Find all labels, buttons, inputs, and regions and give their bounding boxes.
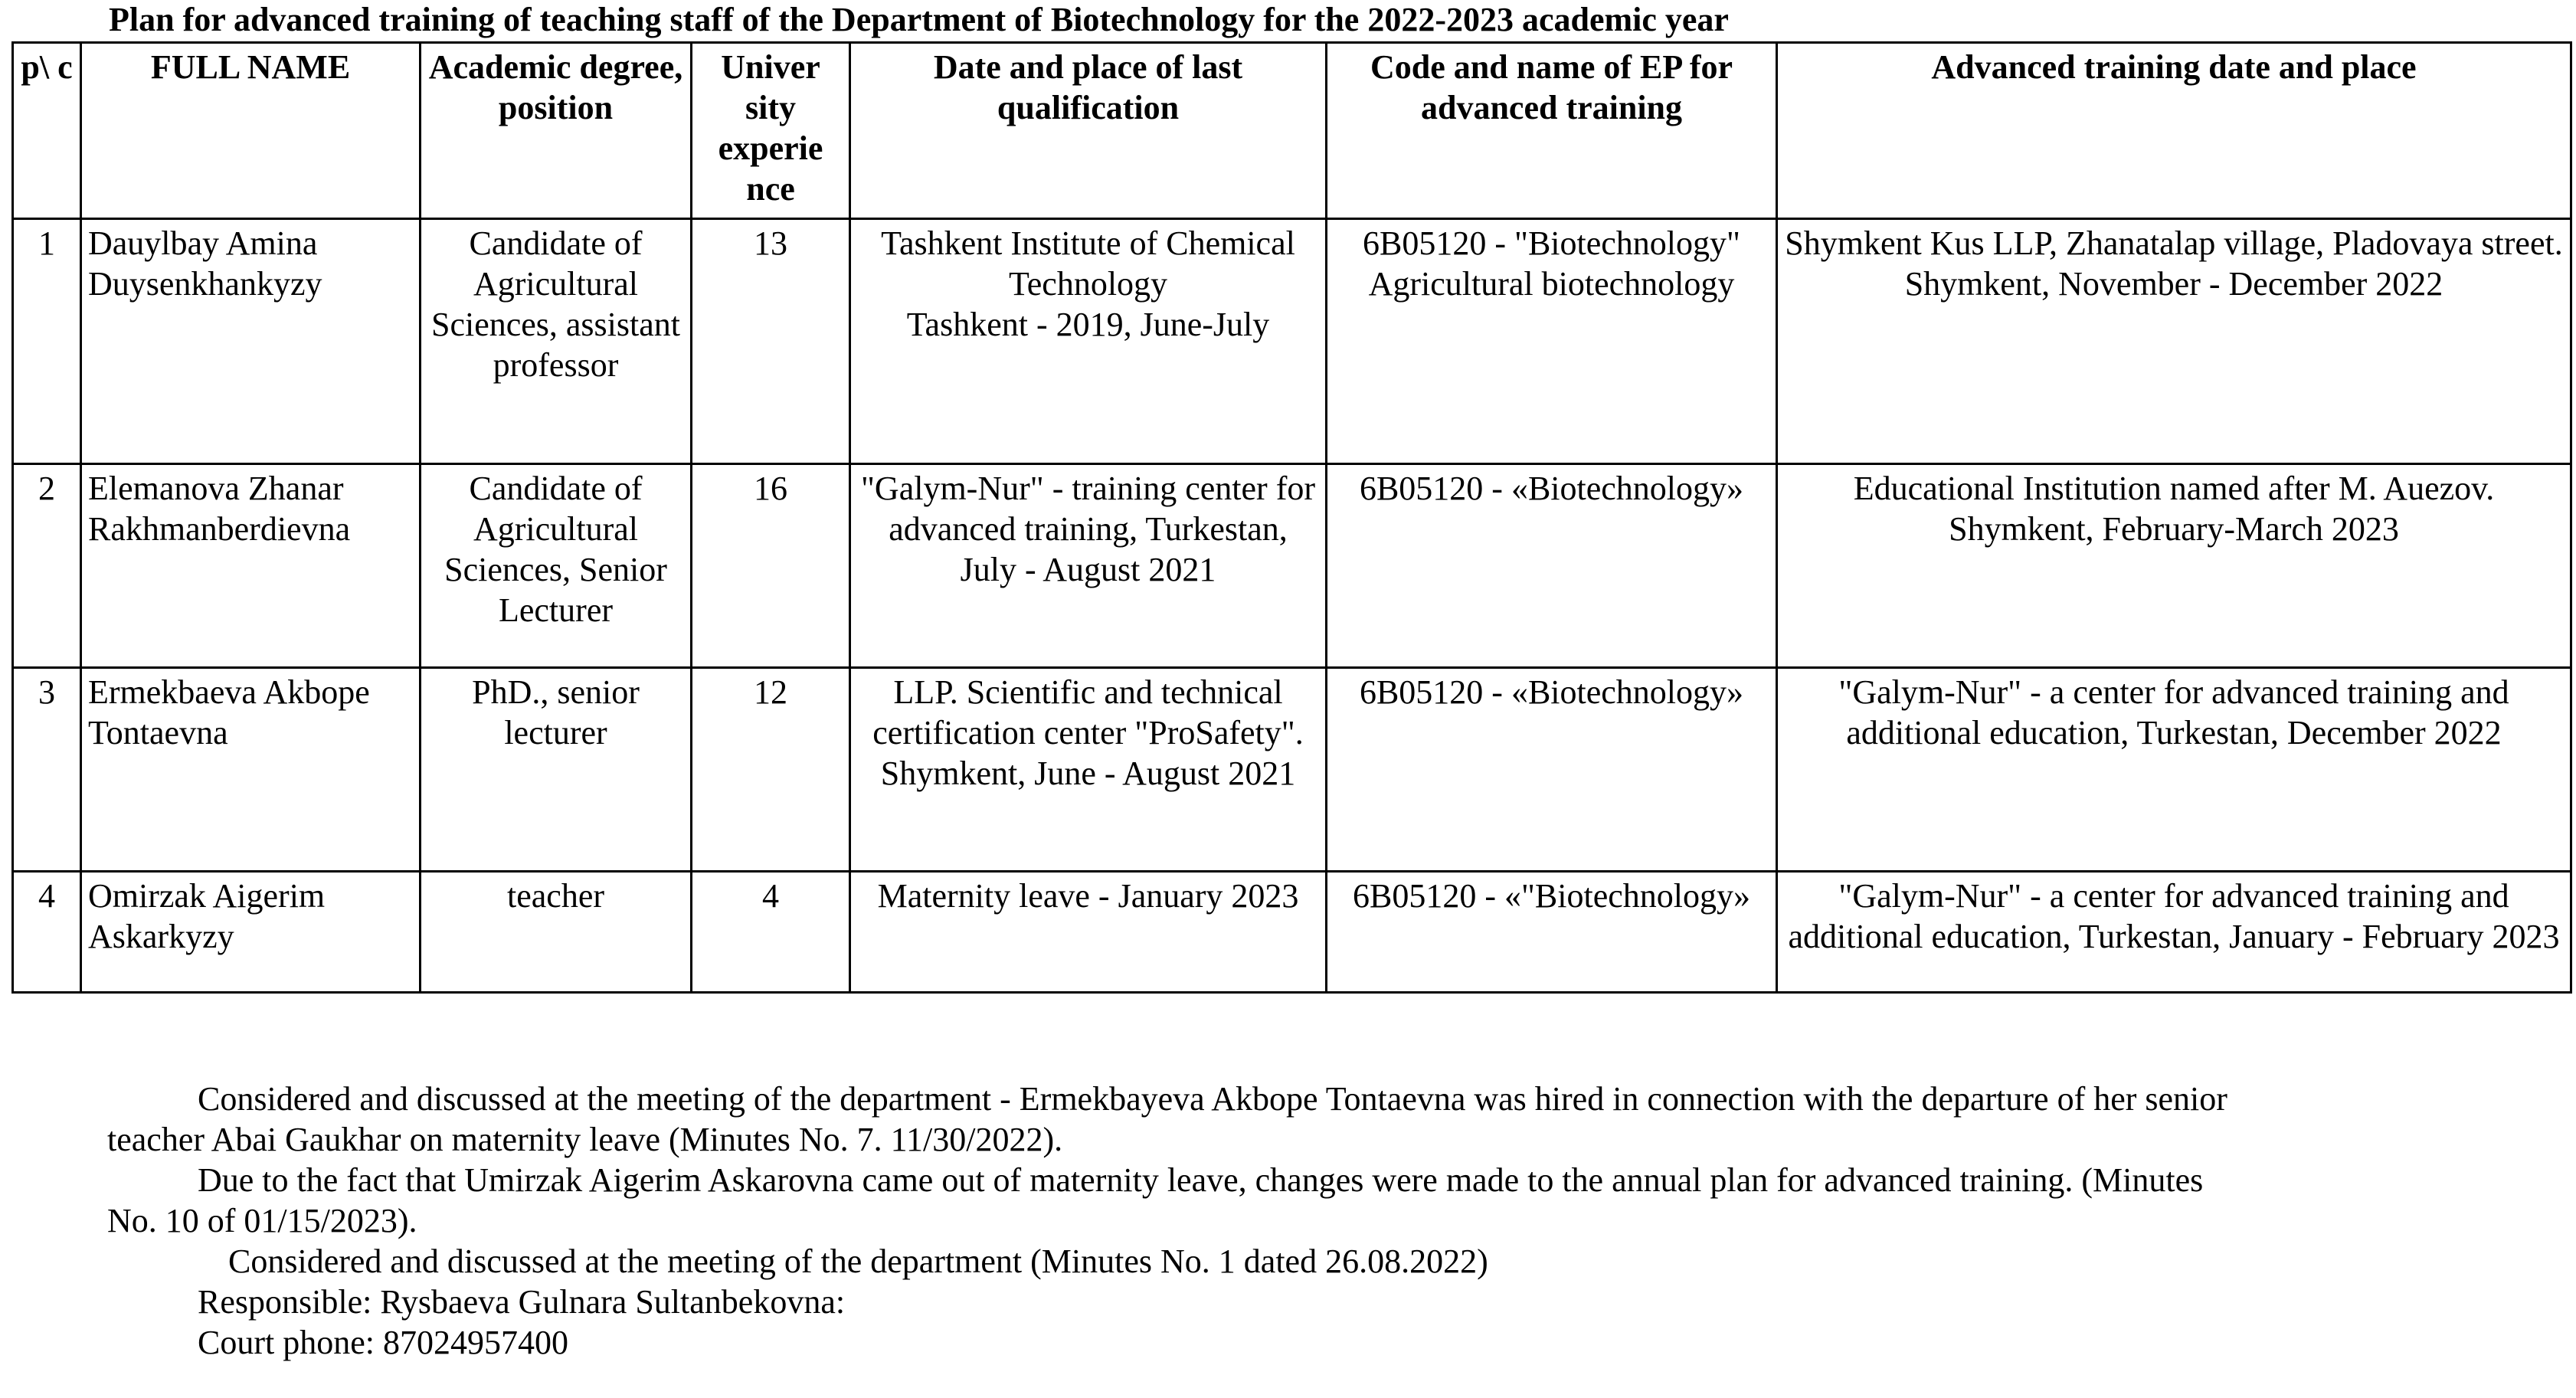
table-header-row <box>13 43 2571 219</box>
cell-experience: 16 <box>692 464 850 668</box>
cell-ep: 6B05120 - "Biotechnology" Agricultural biotechnology <box>1327 219 1777 464</box>
cell-num: 4 <box>13 872 81 993</box>
header-name: FULL NAME <box>81 43 421 219</box>
note-phone: Court phone: 87024957400 <box>198 1324 568 1361</box>
cell-last-qualification: LLP. Scientific and technical certification center "ProSafety". Shymkent, June - August 2021 <box>850 668 1327 872</box>
cell-training: Shymkent Kus LLP, Zhanatalap village, Pladovaya street. Shymkent, November - December 2022 <box>1777 219 2571 464</box>
cell-experience: 4 <box>692 872 850 993</box>
cell-experience: 12 <box>692 668 850 872</box>
cell-ep: 6B05120 - «"Biotechnology» <box>1327 872 1777 993</box>
cell-num: 3 <box>13 668 81 872</box>
cell-training: Educational Institution named after M. Auezov. Shymkent, February-March 2023 <box>1777 464 2571 668</box>
table-row <box>13 219 2571 464</box>
note-plan-change-line1: Due to the fact that Umirzak Aigerim Askarovna came out of maternity leave, changes were made to the annual plan for advanced training. (Minutes <box>198 1161 2204 1199</box>
cell-num: 2 <box>13 464 81 668</box>
cell-ep: 6B05120 - «Biotechnology» <box>1327 668 1777 872</box>
notes-section <box>0 1079 2576 1363</box>
header-num: p\ c <box>13 43 81 219</box>
note-hiring <box>0 1079 2576 1160</box>
cell-degree: Candidate of Agricultural Sciences, assistant professor <box>421 219 692 464</box>
header-experience: Univer sity experie nce <box>692 43 850 219</box>
cell-degree: Candidate of Agricultural Sciences, Senior Lecturer <box>421 464 692 668</box>
cell-name: Elemanova Zhanar Rakhmanberdievna <box>81 464 421 668</box>
note-plan-change-line2: No. 10 of 01/15/2023). <box>107 1202 417 1239</box>
page-title: Plan for advanced training of teaching staff of the Department of Biotechnology for the 2022-2023 academic year <box>109 1 1729 38</box>
note-hiring-line2: teacher Abai Gaukhar on maternity leave (Minutes No. 7. 11/30/2022). <box>107 1121 1063 1158</box>
cell-degree: PhD., senior lecturer <box>421 668 692 872</box>
header-ep: Code and name of EP for advanced training <box>1327 43 1777 219</box>
cell-last-qualification: Tashkent Institute of Chemical Technology Tashkent - 2019, June-July <box>850 219 1327 464</box>
cell-last-qualification: "Galym-Nur" - training center for advanced training, Turkestan, July - August 2021 <box>850 464 1327 668</box>
training-plan-table <box>11 41 2572 994</box>
cell-num: 1 <box>13 219 81 464</box>
cell-name: Dauylbay Amina Duysenkhankyzy <box>81 219 421 464</box>
table-row <box>13 464 2571 668</box>
note-meeting: Considered and discussed at the meeting of the department (Minutes No. 1 dated 26.08.2022) <box>228 1242 1488 1280</box>
cell-last-qualification: Maternity leave - January 2023 <box>850 872 1327 993</box>
cell-name: Omirzak Aigerim Askarkyzy <box>81 872 421 993</box>
cell-degree: teacher <box>421 872 692 993</box>
table-row <box>13 668 2571 872</box>
header-training: Advanced training date and place <box>1777 43 2571 219</box>
note-responsible: Responsible: Rysbaeva Gulnara Sultanbekovna: <box>198 1283 846 1321</box>
note-hiring-line1: Considered and discussed at the meeting of the department - Ermekbayeva Akbope Tontaevna was hired in connection with the departure of her senior <box>198 1080 2227 1118</box>
header-degree: Academic degree, position <box>421 43 692 219</box>
cell-training: "Galym-Nur" - a center for advanced training and additional education, Turkestan, January - February 2023 <box>1777 872 2571 993</box>
header-last-qualification: Date and place of last qualification <box>850 43 1327 219</box>
cell-training: "Galym-Nur" - a center for advanced training and additional education, Turkestan, December 2022 <box>1777 668 2571 872</box>
note-plan-change <box>0 1160 2576 1241</box>
cell-name: Ermekbaeva Akbope Tontaevna <box>81 668 421 872</box>
cell-ep: 6B05120 - «Biotechnology» <box>1327 464 1777 668</box>
table-row <box>13 872 2571 993</box>
cell-experience: 13 <box>692 219 850 464</box>
